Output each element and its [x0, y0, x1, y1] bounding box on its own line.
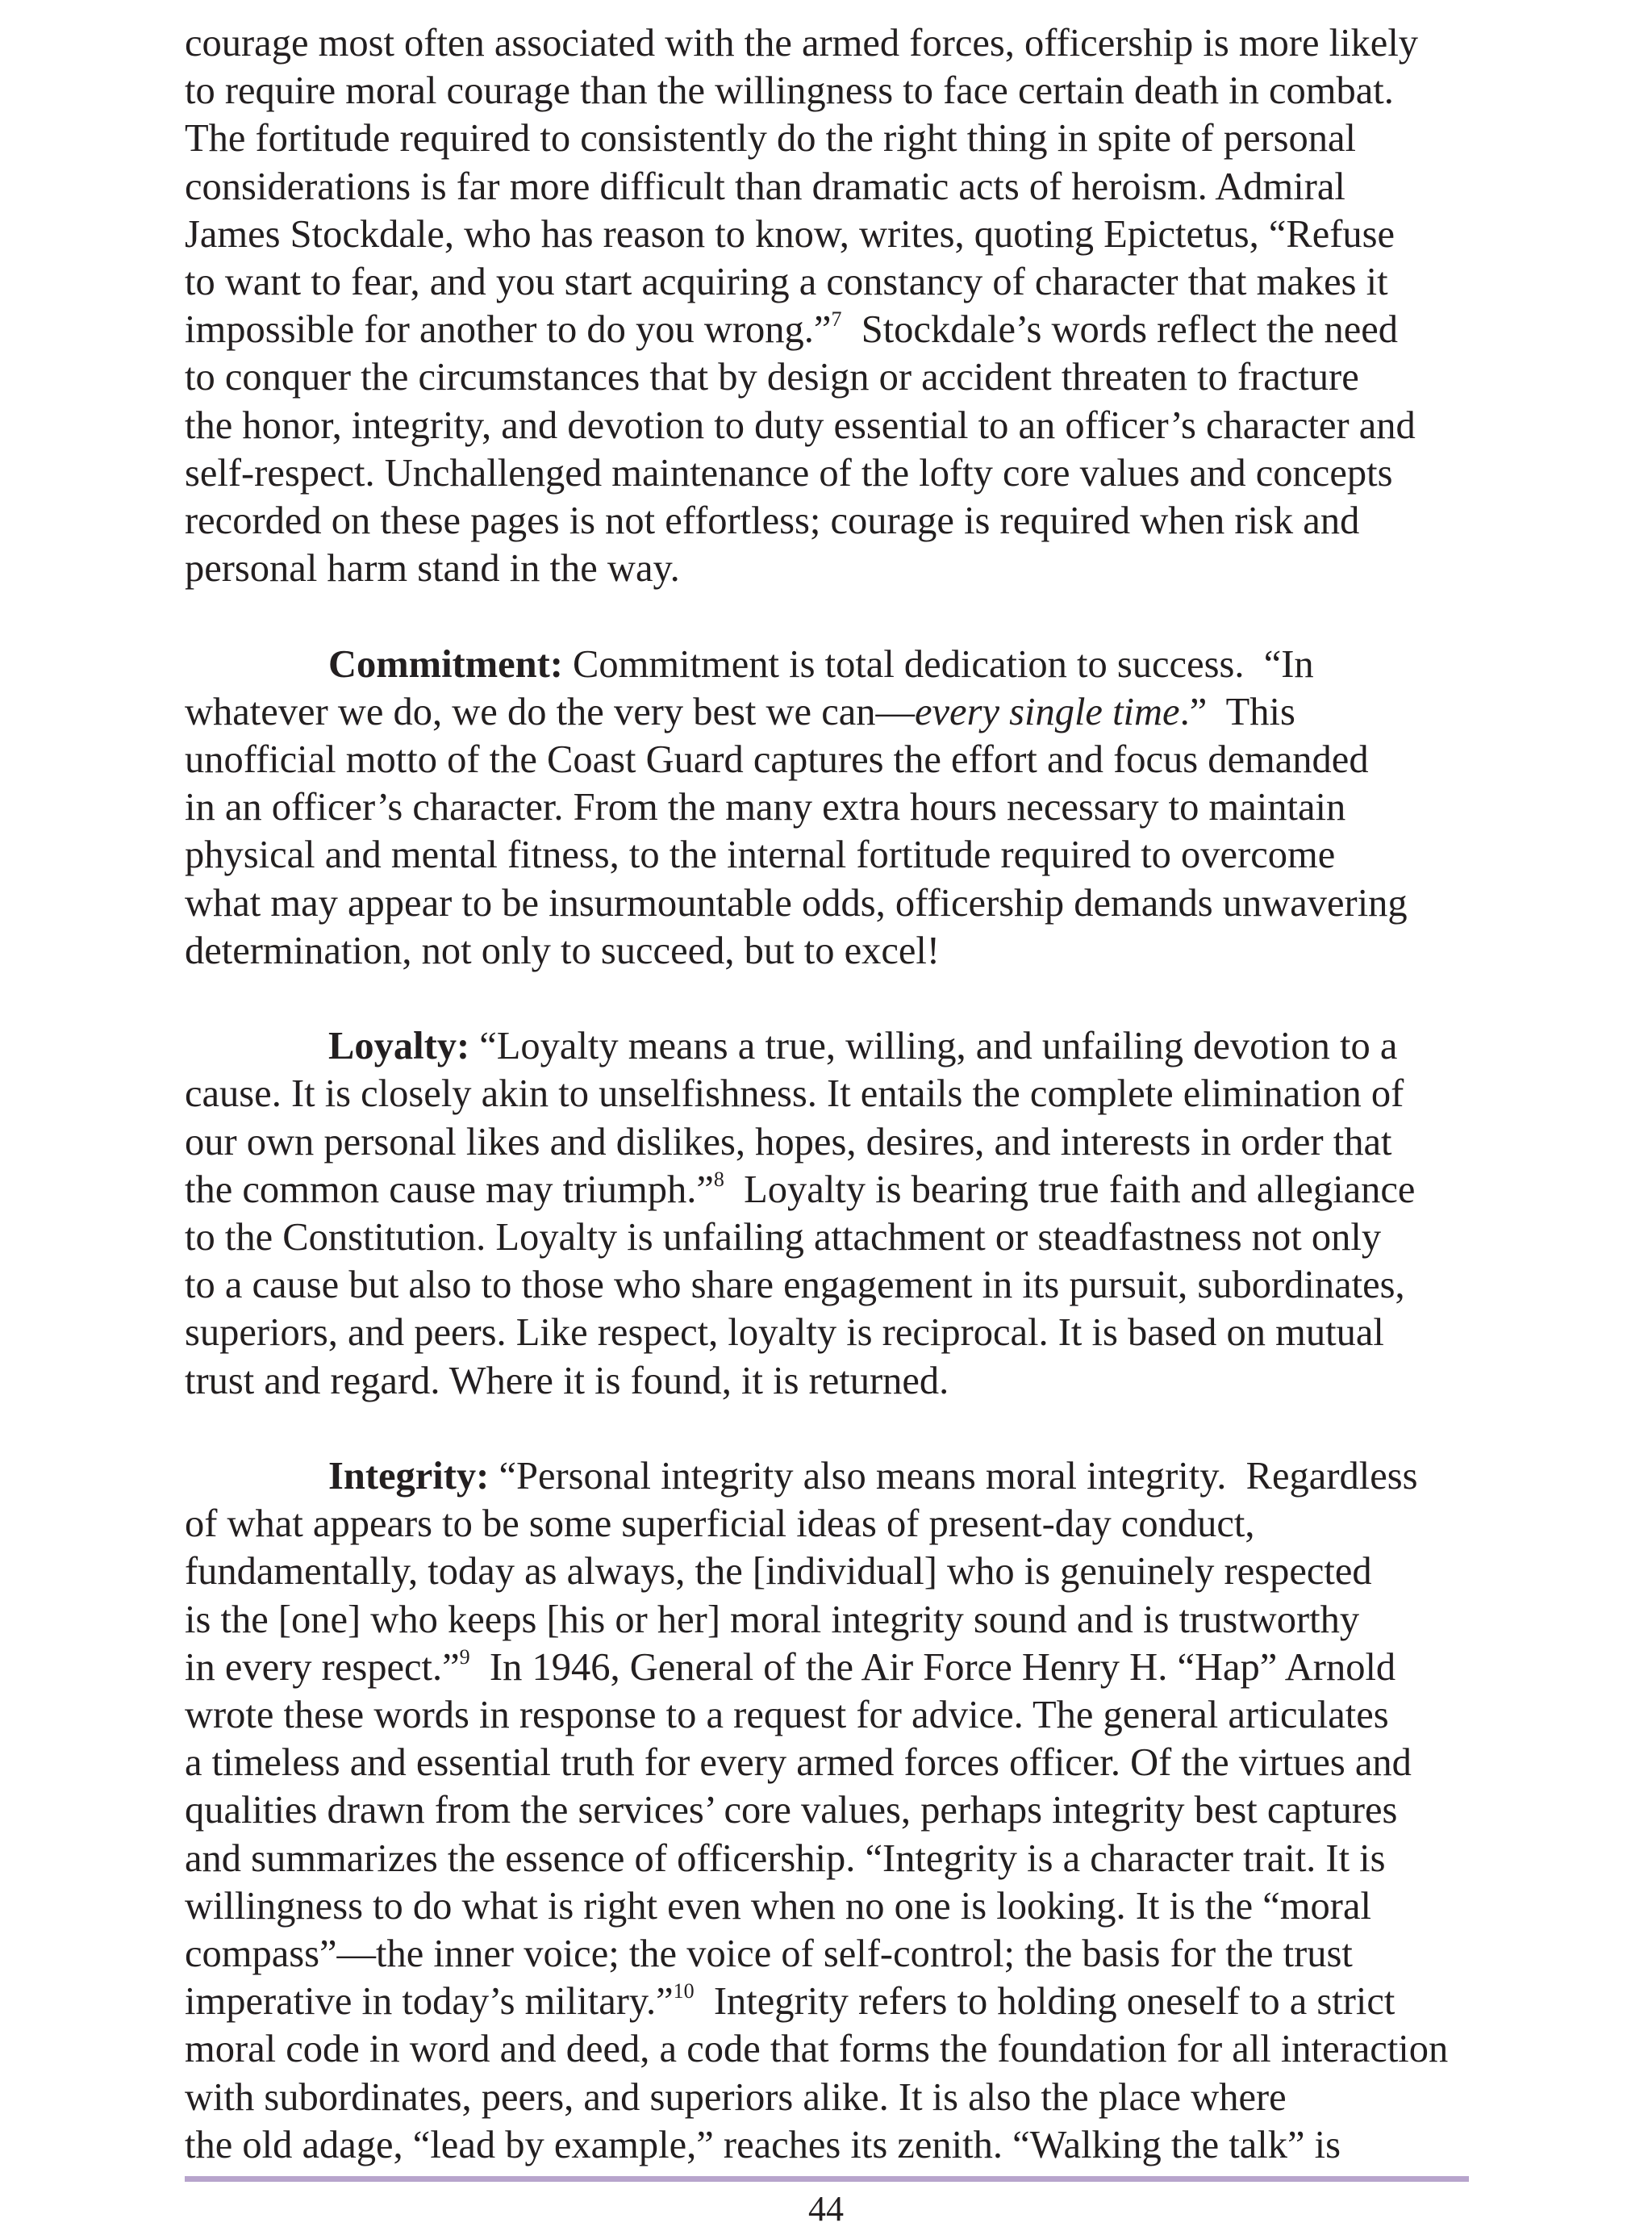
text-line: moral code in word and deed, a code that forms the foundation for all interaction	[185, 2028, 1449, 2071]
text-run: .” This	[1179, 690, 1295, 733]
footnote-marker: 10	[673, 1979, 695, 2003]
text-line: to the Constitution. Loyalty is unfailing attachment or steadfastness not only	[185, 1216, 1382, 1260]
text-line: qualities drawn from the services’ core values, perhaps integrity best captures	[185, 1789, 1398, 1832]
text-line: determination, not only to succeed, but to excel!	[185, 929, 941, 972]
text-line: willingness to do what is right even when no one is looking. It is the “moral	[185, 1884, 1371, 1928]
text-line: cause. It is closely akin to unselfishness. It entails the complete elimination of	[185, 1072, 1404, 1116]
text-line	[185, 306, 1508, 353]
text-run: “Loyalty means a true, willing, and unfailing devotion to a	[469, 1025, 1398, 1068]
paragraph-gap	[185, 592, 1508, 640]
text-line: to want to fear, and you start acquiring a constancy of character that makes it	[185, 261, 1388, 304]
footnote-marker: 9	[459, 1644, 470, 1669]
text-line: superiors, and peers. Like respect, loyalty is reciprocal. It is based on mutual	[185, 1311, 1384, 1355]
text-line	[185, 1166, 1508, 1214]
text-run: impossible for another to do you wrong.”	[185, 308, 832, 352]
text-line: wrote these words in response to a request for advice. The general articulates	[185, 1694, 1389, 1737]
text-line: physical and mental fitness, to the internal fortitude required to overcome	[185, 833, 1336, 877]
text-line	[185, 1452, 1508, 1500]
text-line: self-respect. Unchallenged maintenance of the lofty core values and concepts	[185, 451, 1393, 495]
text-line: is the [one] who keeps [his or her] moral integrity sound and is trustworthy	[185, 1598, 1360, 1641]
text-line: personal harm stand in the way.	[185, 547, 680, 591]
page-number: 44	[808, 2189, 844, 2229]
text-line: a timeless and essential truth for every armed forces officer. Of the virtues and	[185, 1741, 1412, 1785]
text-run: in every respect.”	[185, 1645, 460, 1689]
italic-emphasis: every single time	[915, 690, 1180, 733]
text-line: unofficial motto of the Coast Guard captures the effort and focus demanded	[185, 738, 1369, 782]
text-line	[185, 1022, 1508, 1070]
text-run: Integrity refers to holding oneself to a strict	[694, 1980, 1395, 2024]
text-line: of what appears to be some superficial ideas of present-day conduct,	[185, 1502, 1255, 1546]
text-line	[185, 1978, 1508, 2025]
section-heading-integrity: Integrity:	[328, 1455, 490, 1498]
text-run: Stockdale’s words reflect the need	[841, 308, 1399, 352]
text-line: recorded on these pages is not effortless; courage is required when risk and	[185, 499, 1360, 543]
paragraph-gap	[185, 975, 1508, 1022]
text-line: to require moral courage than the willingness to face certain death in combat.	[185, 69, 1394, 113]
text-run: Loyalty is bearing true faith and allegiance	[724, 1168, 1416, 1211]
paragraph-integrity	[185, 1452, 1508, 2169]
text-line: our own personal likes and dislikes, hopes, desires, and interests in order that	[185, 1120, 1392, 1164]
text-line: The fortitude required to consistently do the right thing in spite of personal	[185, 117, 1356, 161]
paragraph-loyalty	[185, 1022, 1508, 1405]
section-heading-commitment: Commitment:	[328, 642, 563, 686]
footnote-marker: 7	[831, 307, 842, 332]
paragraph-courage	[185, 19, 1508, 592]
text-line: and summarizes the essence of officership. “Integrity is a character trait. It is	[185, 1836, 1386, 1880]
text-line: to conquer the circumstances that by design or accident threaten to fracture	[185, 356, 1359, 399]
document-body	[185, 19, 1508, 2169]
text-line: to a cause but also to those who share engagement in its pursuit, subordinates,	[185, 1264, 1405, 1307]
text-line: in an officer’s character. From the many extra hours necessary to maintain	[185, 786, 1346, 829]
text-run: Commitment is total dedication to success. “In	[562, 642, 1314, 686]
text-run: whatever we do, we do the very best we can—	[185, 690, 915, 733]
text-line: with subordinates, peers, and superiors alike. It is also the place where	[185, 2075, 1287, 2119]
footer-rule	[185, 2176, 1469, 2182]
text-run: In 1946, General of the Air Force Henry H. “Hap” Arnold	[469, 1645, 1396, 1689]
text-run: “Personal integrity also means moral integrity. Regardless	[489, 1455, 1418, 1498]
text-line: the honor, integrity, and devotion to duty essential to an officer’s character and	[185, 403, 1416, 447]
text-line: fundamentally, today as always, the [individual] who is genuinely respected	[185, 1550, 1372, 1594]
text-run: imperative in today’s military.”	[185, 1980, 674, 2024]
text-line	[185, 1644, 1508, 1691]
footnote-marker: 8	[713, 1167, 724, 1191]
text-line: what may appear to be insurmountable odds, officership demands unwavering	[185, 881, 1408, 925]
text-line: James Stockdale, who has reason to know, writes, quoting Epictetus, “Refuse	[185, 212, 1395, 256]
text-line	[185, 688, 1508, 736]
section-heading-loyalty: Loyalty:	[328, 1025, 470, 1068]
text-line: trust and regard. Where it is found, it is returned.	[185, 1359, 949, 1402]
text-line: the old adage, “lead by example,” reaches its zenith. “Walking the talk” is	[185, 2123, 1341, 2166]
text-line: considerations is far more difficult than dramatic acts of heroism. Admiral	[185, 165, 1345, 208]
text-line: courage most often associated with the armed forces, officership is more likely	[185, 22, 1419, 65]
text-line: compass”—the inner voice; the voice of self-control; the basis for the trust	[185, 1932, 1353, 1976]
paragraph-commitment	[185, 641, 1508, 975]
paragraph-gap	[185, 1405, 1508, 1452]
text-line	[185, 641, 1508, 688]
text-run: the common cause may triumph.”	[185, 1168, 714, 1211]
